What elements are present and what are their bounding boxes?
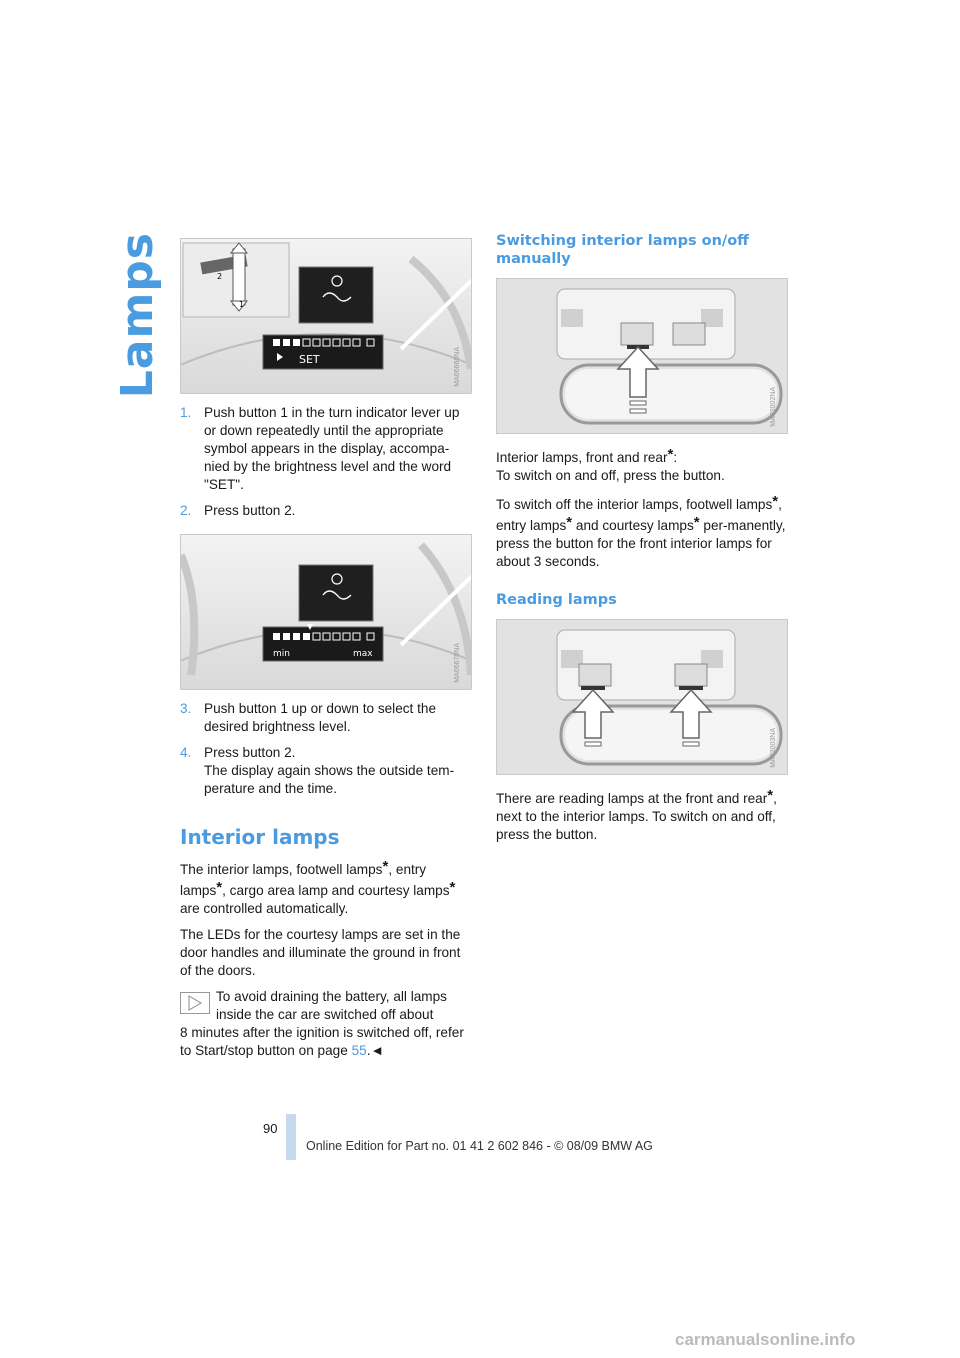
- steps-list-b: [180, 700, 474, 798]
- reading-lamps-illustration: [497, 620, 788, 775]
- figure-code: MA06670NA: [454, 643, 461, 683]
- switching-paragraph-1: Interior lamps, front and rear*: To switch on and off, press the button.: [496, 446, 725, 483]
- step-item: [180, 744, 474, 798]
- step-number: 1.: [180, 405, 192, 420]
- watermark: carmanualsonline.info: [675, 1330, 856, 1349]
- battery-note: [180, 988, 474, 1060]
- figure-code: MA02002NA: [770, 387, 777, 427]
- step-subtext: The display again shows the outside tem-perature and the time.: [204, 763, 455, 796]
- max-label: max: [353, 649, 373, 659]
- step-item: [180, 502, 474, 520]
- heading-reading-lamps: Reading lamps: [496, 592, 617, 608]
- min-label: min: [273, 649, 290, 659]
- interior-paragraph-1: The interior lamps, footwell lamps*, entry lamps*, cargo area lamp and courtesy lamps* are controlled automatically.: [180, 858, 456, 916]
- section-tab: Lamps: [112, 232, 163, 399]
- step-text: Press button 2.: [204, 745, 296, 760]
- step-item: [180, 404, 474, 494]
- figure-code: MA02003NA: [770, 728, 777, 768]
- svg-text:1: 1: [239, 300, 245, 309]
- svg-text:2: 2: [217, 272, 223, 281]
- reading-paragraph: There are reading lamps at the front and rear*, next to the interior lamps. To switch on and off, press the button.: [496, 787, 777, 842]
- step-number: 4.: [180, 745, 192, 760]
- note-text-a: To avoid draining the battery, all lamps inside the car are switched off about: [216, 989, 447, 1022]
- figure-brightness-scale: [180, 534, 472, 690]
- figure-reading-lamps: [496, 619, 788, 775]
- heading-switching: Switching interior lamps on/off manually: [496, 233, 749, 267]
- note-text-b: 8 minutes after the ignition is switched off, refer to Start/stop button on page 55.◄: [180, 1025, 464, 1058]
- page-link[interactable]: 55: [351, 1043, 367, 1058]
- set-label: SET: [299, 353, 320, 366]
- note-triangle-icon: [180, 992, 210, 1014]
- step-number: 3.: [180, 701, 192, 716]
- steps-list-a: [180, 404, 474, 520]
- figure-code: MA06660NA: [454, 347, 461, 387]
- footer-accent-bar: [286, 1114, 296, 1160]
- left-column: [180, 238, 474, 1060]
- switching-paragraph-2: To switch off the interior lamps, footwell lamps*, entry lamps* and courtesy lamps* per-manently, press the button for the front interior lamps for about 3 seconds.: [496, 493, 786, 569]
- step-item: [180, 700, 474, 736]
- step-text: Push button 1 up or down to select the desired brightness level.: [204, 701, 437, 734]
- right-column: [496, 232, 790, 852]
- interior-lamp-illustration: [497, 279, 788, 434]
- step-number: 2.: [180, 503, 192, 518]
- figure-interior-lamp-button: [496, 278, 788, 434]
- step-text: Press button 2.: [204, 503, 296, 518]
- step-text: Push button 1 in the turn indicator lever up or down repeatedly until the appropriate symbol appears in the display, accompa-nied by the brightness level and the word "SET".: [204, 405, 460, 492]
- page-number: 90: [263, 1121, 278, 1136]
- instrument-cluster-illustration: [181, 239, 472, 394]
- heading-interior-lamps: Interior lamps: [180, 825, 340, 849]
- interior-paragraph-2: The LEDs for the courtesy lamps are set in the door handles and illuminate the ground in front of the doors.: [180, 927, 461, 978]
- brightness-scale-illustration: [181, 535, 472, 690]
- figure-brightness-set: [180, 238, 472, 394]
- footer-edition-text: Online Edition for Part no. 01 41 2 602 846 - © 08/09 BMW AG: [306, 1139, 653, 1153]
